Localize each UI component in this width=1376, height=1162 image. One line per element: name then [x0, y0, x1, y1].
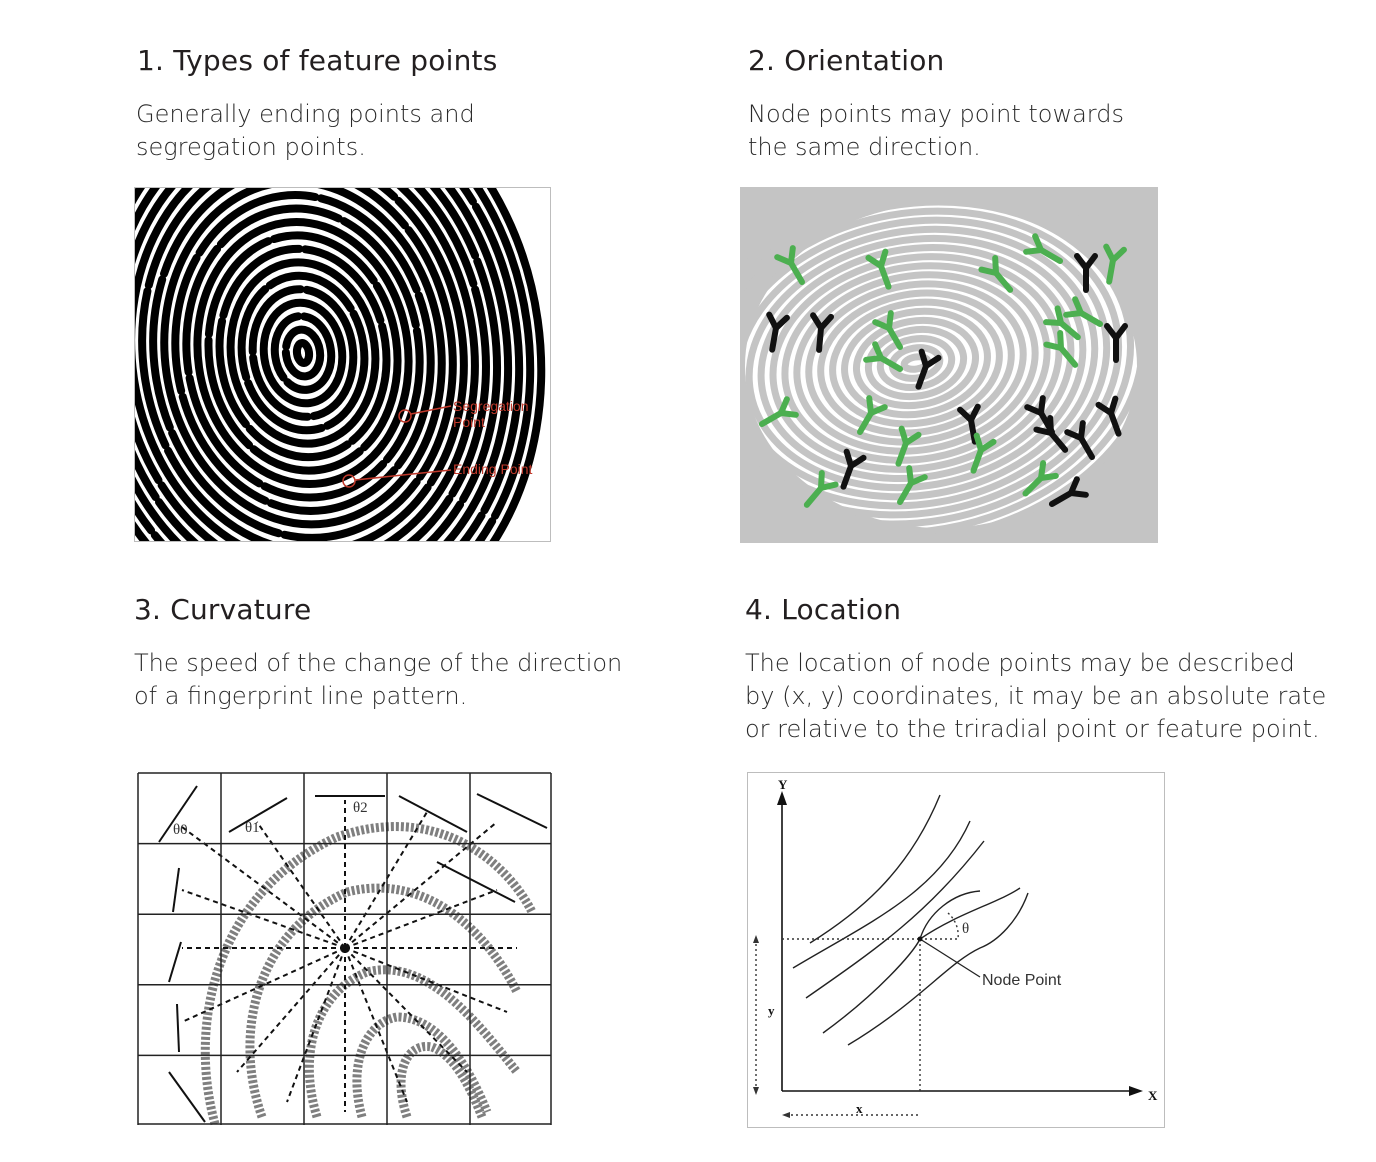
section-4-title: 4. Location	[745, 593, 902, 626]
section-1-title: 1. Types of feature points	[137, 44, 498, 77]
x-coordinate-label: x	[856, 1101, 863, 1116]
node-point	[918, 937, 923, 942]
location-coordinate-diagram	[747, 772, 1165, 1128]
section-4-description-line: The location of node points may be described	[745, 649, 1295, 677]
curvature-grid-diagram	[137, 772, 552, 1126]
fingerprint-orientation-image	[740, 187, 1158, 543]
section-2-title: 2. Orientation	[748, 44, 945, 77]
section-4-description	[745, 647, 1326, 746]
segregation-label: Segregation	[453, 398, 529, 414]
section-1-description-line: segregation points.	[136, 133, 366, 161]
fingerprint-feature-points-image	[134, 187, 551, 542]
section-3-title: 3. Curvature	[134, 593, 312, 626]
section-3-description-line: The speed of the change of the direction	[134, 649, 623, 677]
y-axis-label: Y	[778, 777, 788, 792]
section-4-description-line: or relative to the triradial point or feature point.	[745, 715, 1320, 743]
theta2-label: θ2	[353, 800, 368, 816]
section-3-description	[134, 647, 622, 713]
node-point-label: Node Point	[982, 972, 1062, 989]
section-2-description-line: Node points may point towards	[748, 100, 1124, 128]
section-2-description-line: the same direction.	[748, 133, 981, 161]
theta-label: θ	[962, 921, 970, 937]
section-3-description-line: of a fingerprint line pattern.	[134, 682, 468, 710]
theta1-label: θ1	[245, 820, 260, 836]
x-axis-label: X	[1148, 1088, 1158, 1103]
theta0-label: θ0	[173, 822, 188, 838]
segregation-label-2: Point	[453, 414, 485, 430]
section-2-description	[748, 98, 1124, 164]
section-1-description-line: Generally ending points and	[136, 100, 475, 128]
ending-point-label: Ending Point	[453, 461, 533, 477]
section-4-description-line: by (x, y) coordinates, it may be an absolute rate	[745, 682, 1327, 710]
section-1-description	[136, 98, 475, 164]
y-coordinate-label: y	[768, 1003, 775, 1018]
